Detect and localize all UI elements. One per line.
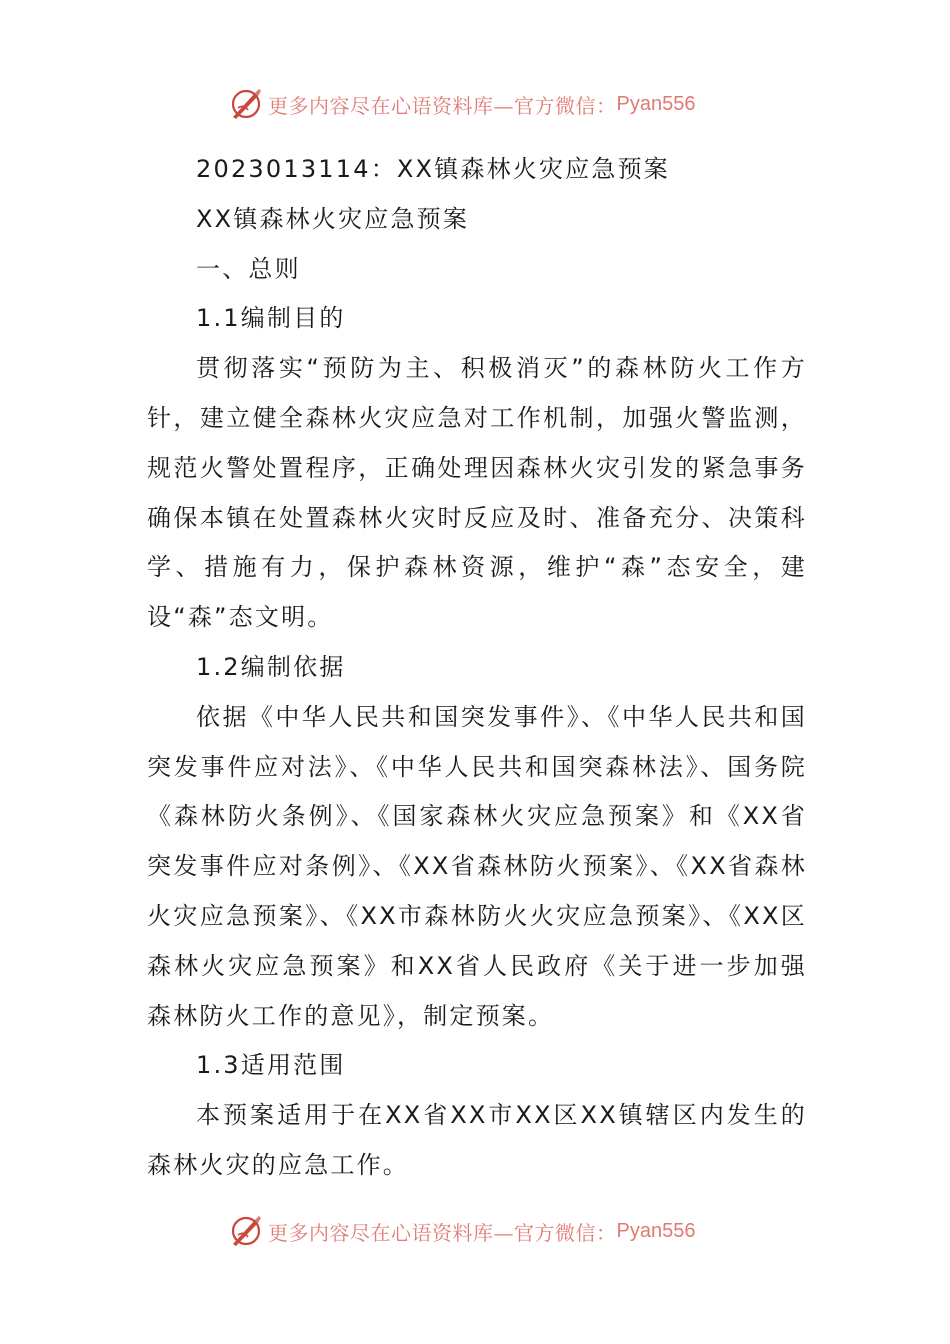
- paragraph-basis: 依据《中华人民共和国突发事件》、《中华人民共和国突发事件应对法》、《中华人民共和国突森林法》、国务院《森林防火条例》、《国家森林火灾应急预案》和《XX省突发事件应对条例》、《XX省森林防火预案》、《XX省森林火灾应急预案》、《XX市森林防火火灾应急预案》、《XX区森林火灾应急预案》和XX省人民政府《关于进一步加强森林防火工作的意见》，制定预案。: [147, 702, 807, 1030]
- footer-watermark: [228, 1211, 728, 1251]
- paragraph-purpose: 贯彻落实“预防为主、积极消灭”的森林防火工作方针，建立健全森林火灾应急对工作机制，加强火警监测，规范火警处置程序，正确处理因森林火灾引发的紧急事务确保本镇在处置森林火灾时反应及时、准备充分、决策科学、措施有力，保护森林资源，维护“森”态安全，建设“森”态文明。: [147, 354, 807, 632]
- pen-logo-icon: [228, 1213, 264, 1249]
- section-heading-general: 一、总则: [196, 254, 301, 283]
- document-title: XX镇森林火灾应急预案: [196, 204, 470, 233]
- watermark-text: 更多内容尽在心语资料库—官方微信：: [268, 93, 617, 118]
- subsection-heading-basis: 1.2编制依据: [196, 652, 346, 681]
- pen-logo-icon: [228, 86, 264, 122]
- paragraph-scope: 本预案适用于在XX省XX市XX区XX镇辖区内发生的森林火灾的应急工作。: [147, 1101, 807, 1179]
- watermark-wechat-id: Pyan556: [616, 1219, 696, 1242]
- watermark-text: 更多内容尽在心语资料库—官方微信：: [268, 1220, 617, 1245]
- document-body: [147, 145, 807, 1191]
- subsection-heading-scope: 1.3适用范围: [196, 1051, 346, 1080]
- document-code-title: 2023013114：XX镇森林火灾应急预案: [196, 155, 670, 183]
- watermark-wechat-id: Pyan556: [616, 92, 696, 115]
- header-watermark: [228, 84, 728, 124]
- subsection-heading-purpose: 1.1编制目的: [196, 304, 346, 333]
